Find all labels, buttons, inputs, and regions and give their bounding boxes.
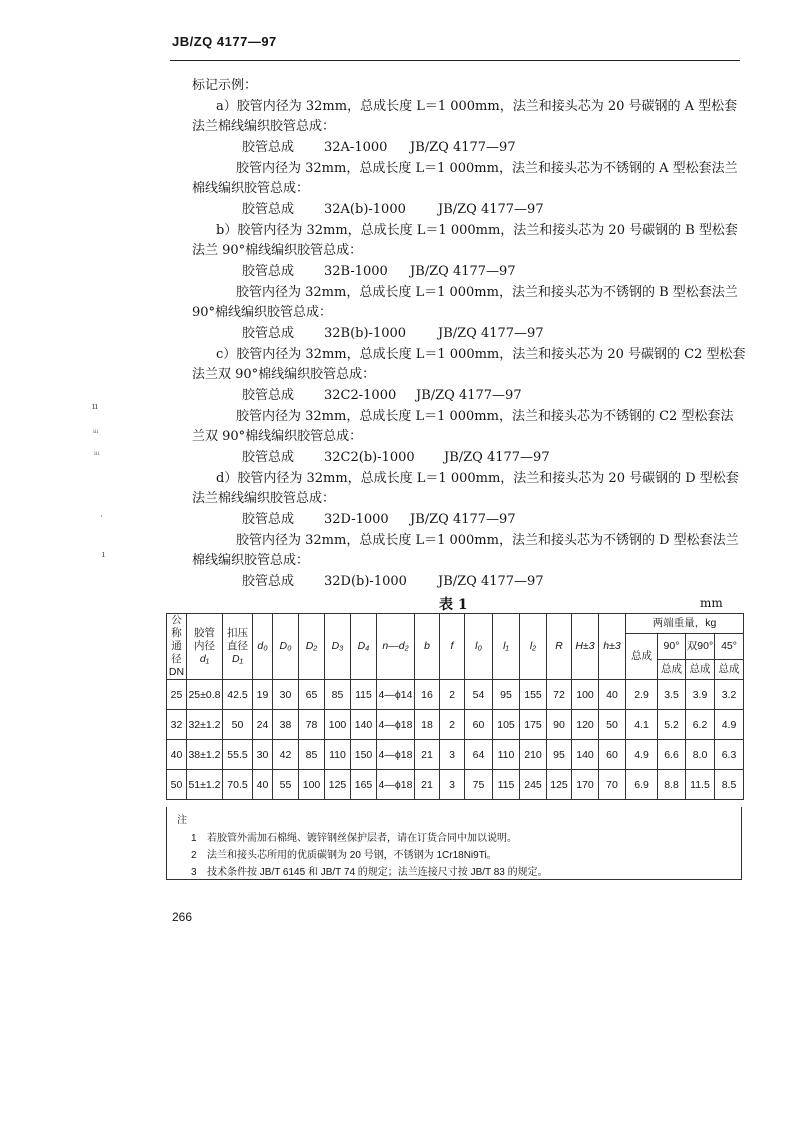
table-notes xyxy=(166,807,742,880)
text-line: 法兰 90°棉线编织胶管总成： xyxy=(192,243,363,258)
header-weight-90-sub: 总成 xyxy=(658,660,686,680)
table-cell: 3 xyxy=(440,770,465,800)
document-standard-header: JB/ZQ 4177—97 xyxy=(172,34,277,49)
table-cell: 3.2 xyxy=(715,680,744,710)
code-model: 32B-1000 xyxy=(324,264,388,279)
table-cell: 100 xyxy=(572,680,599,710)
table-cell: 125 xyxy=(547,770,572,800)
table-cell: 64 xyxy=(465,740,493,770)
code-standard: JB/ZQ 4177—97 xyxy=(410,264,516,279)
table-cell: 8.8 xyxy=(658,770,686,800)
code-label: 胶管总成 xyxy=(242,512,295,527)
table-cell: 54 xyxy=(465,680,493,710)
note-item: 2 法兰和接头芯所用的优质碳钢为 20 号钢，不锈钢为 1Cr18Ni9Ti。 xyxy=(191,850,497,861)
header-weight-double90: 双90° xyxy=(686,634,715,660)
table-cell: 6.3 xyxy=(715,740,744,770)
table-row xyxy=(167,710,744,740)
header-l2: l₂ xyxy=(520,614,547,680)
text-line: 法兰双 90°棉线编织胶管总成： xyxy=(192,367,376,382)
table-cell: 40 xyxy=(599,680,626,710)
code-label: 胶管总成 xyxy=(242,140,295,155)
text-line: b）胶管内径为 32mm，总成长度 L＝1 000mm，法兰和接头芯为 20 号碳钢的 B 型松套 xyxy=(216,223,738,238)
table-cell: 70 xyxy=(599,770,626,800)
header-D2: D₂ xyxy=(299,614,325,680)
table-cell: 4—ϕ18 xyxy=(377,770,415,800)
text-line: c）胶管内径为 32mm，总成长度 L＝1 000mm，法兰和接头芯为 20 号碳钢的 C2 型松套 xyxy=(216,347,746,362)
header-h: h±3 xyxy=(599,614,626,680)
margin-mark: ıı xyxy=(92,402,98,412)
header-weight-total: 总成 xyxy=(626,634,658,680)
table-cell: 175 xyxy=(520,710,547,740)
code-standard: JB/ZQ 4177—97 xyxy=(438,574,544,589)
table-cell: 8.5 xyxy=(715,770,744,800)
header-nd2: n—d₂ xyxy=(377,614,415,680)
table-cell: 120 xyxy=(572,710,599,740)
table-cell: 245 xyxy=(520,770,547,800)
code-label: 胶管总成 xyxy=(242,202,295,217)
table-cell: 55 xyxy=(273,770,299,800)
table-cell: 16 xyxy=(415,680,440,710)
page-number: 266 xyxy=(172,910,193,924)
code-standard: JB/ZQ 4177—97 xyxy=(410,140,516,155)
header-D1: 扣压 直径 D₁ xyxy=(223,614,253,680)
table-cell: 40 xyxy=(253,770,273,800)
text-line: 胶管内径为 32mm，总成长度 L＝1 000mm，法兰和接头芯为不锈钢的 A 型松套法兰 xyxy=(236,161,738,176)
table-cell: 140 xyxy=(351,710,377,740)
marking-code xyxy=(242,138,516,158)
table-cell: 4.9 xyxy=(715,710,744,740)
text-line: 棉线编织胶管总成： xyxy=(192,181,310,196)
code-model: 32D(b)-1000 xyxy=(324,574,407,589)
table-cell: 140 xyxy=(572,740,599,770)
table-cell: 78 xyxy=(299,710,325,740)
table-title: 表 1 xyxy=(439,597,468,613)
table-cell: 4.9 xyxy=(626,740,658,770)
code-label: 胶管总成 xyxy=(242,450,295,465)
header-weight-90: 90° xyxy=(658,634,686,660)
table-cell: 170 xyxy=(572,770,599,800)
table-cell: 50 xyxy=(167,770,187,800)
table-cell: 3.5 xyxy=(658,680,686,710)
table-cell: 8.0 xyxy=(686,740,715,770)
note-item: 3 技术条件按 JB/T 6145 和 JB/T 74 的规定；法兰连接尺寸按 JB/T 83 的规定。 xyxy=(191,867,548,878)
text-line: 胶管内径为 32mm，总成长度 L＝1 000mm，法兰和接头芯为不锈钢的 B 型松套法兰 xyxy=(236,285,738,300)
text-line: 法兰棉线编织胶管总成： xyxy=(192,491,336,506)
note-item: 1 若胶管外需加石棉绳、镀锌钢丝保护层者，请在订货合同中加以说明。 xyxy=(191,833,517,844)
header-l0: l₀ xyxy=(465,614,493,680)
marking-code xyxy=(242,262,516,282)
table-cell: 100 xyxy=(325,710,351,740)
code-standard: JB/ZQ 4177—97 xyxy=(438,326,544,341)
header-f: f xyxy=(440,614,465,680)
table-cell: 165 xyxy=(351,770,377,800)
header-weight-group: 两端重量，kg xyxy=(626,614,744,634)
table-row xyxy=(167,740,744,770)
code-label: 胶管总成 xyxy=(242,264,295,279)
table-cell: 150 xyxy=(351,740,377,770)
notes-title: 注 xyxy=(177,815,187,826)
table-cell: 30 xyxy=(253,740,273,770)
text-line: 胶管内径为 32mm，总成长度 L＝1 000mm，法兰和接头芯为不锈钢的 C2 型松套法 xyxy=(236,409,734,424)
table-cell: 105 xyxy=(493,710,520,740)
table-cell: 70.5 xyxy=(223,770,253,800)
text-line: 90°棉线编织胶管总成： xyxy=(192,305,333,320)
text-line: 棉线编织胶管总成： xyxy=(192,553,310,568)
table-cell: 2 xyxy=(440,680,465,710)
table-cell: 110 xyxy=(493,740,520,770)
code-model: 32C2-1000 xyxy=(324,388,397,403)
table-cell: 100 xyxy=(299,770,325,800)
table-cell: 18 xyxy=(415,710,440,740)
margin-mark: ᵢᵢᵢ xyxy=(94,448,100,458)
table-cell: 42.5 xyxy=(223,680,253,710)
table-cell: 4—ϕ14 xyxy=(377,680,415,710)
dimension-table xyxy=(166,613,744,800)
table-cell: 50 xyxy=(223,710,253,740)
table-cell: 5.2 xyxy=(658,710,686,740)
header-D4: D₄ xyxy=(351,614,377,680)
header-rule xyxy=(170,60,740,61)
table-cell: 25±0.8 xyxy=(187,680,223,710)
table-cell: 95 xyxy=(547,740,572,770)
table-cell: 90 xyxy=(547,710,572,740)
table-cell: 42 xyxy=(273,740,299,770)
table-cell: 60 xyxy=(599,740,626,770)
text-line: d）胶管内径为 32mm，总成长度 L＝1 000mm，法兰和接头芯为 20 号碳钢的 D 型松套 xyxy=(216,471,739,486)
text-line: 法兰棉线编织胶管总成： xyxy=(192,119,336,134)
table-cell: 115 xyxy=(493,770,520,800)
header-dn: 公称 通径 DN xyxy=(167,614,187,680)
table-row xyxy=(167,770,744,800)
table-cell: 65 xyxy=(299,680,325,710)
code-model: 32A(b)-1000 xyxy=(324,202,406,217)
table-cell: 25 xyxy=(167,680,187,710)
table-cell: 2.9 xyxy=(626,680,658,710)
example-heading: 标记示例： xyxy=(192,78,258,93)
marking-code xyxy=(242,200,544,220)
table-body xyxy=(167,680,744,800)
table-cell: 4—ϕ18 xyxy=(377,710,415,740)
table-cell: 115 xyxy=(351,680,377,710)
marking-code xyxy=(242,324,544,344)
table-cell: 85 xyxy=(299,740,325,770)
code-standard: JB/ZQ 4177—97 xyxy=(438,202,544,217)
table-cell: 72 xyxy=(547,680,572,710)
table-cell: 24 xyxy=(253,710,273,740)
table-cell: 6.2 xyxy=(686,710,715,740)
header-weight-45: 45° xyxy=(715,634,744,660)
table-cell: 3.9 xyxy=(686,680,715,710)
table-cell: 30 xyxy=(273,680,299,710)
table-cell: 40 xyxy=(167,740,187,770)
code-label: 胶管总成 xyxy=(242,574,295,589)
table-cell: 75 xyxy=(465,770,493,800)
table-cell: 6.6 xyxy=(658,740,686,770)
table-cell: 4.1 xyxy=(626,710,658,740)
header-l1: l₁ xyxy=(493,614,520,680)
code-model: 32A-1000 xyxy=(324,140,388,155)
header-R: R xyxy=(547,614,572,680)
code-model: 32D-1000 xyxy=(324,512,389,527)
margin-mark: ᵢᵢᵢ xyxy=(93,426,99,436)
marking-code xyxy=(242,572,544,592)
code-standard: JB/ZQ 4177—97 xyxy=(410,512,516,527)
table-unit: mm xyxy=(700,596,723,610)
header-D3: D₃ xyxy=(325,614,351,680)
header-H: H±3 xyxy=(572,614,599,680)
table-cell: 155 xyxy=(520,680,547,710)
table-cell: 32 xyxy=(167,710,187,740)
table-cell: 50 xyxy=(599,710,626,740)
table-cell: 11.5 xyxy=(686,770,715,800)
table-cell: 21 xyxy=(415,740,440,770)
table-cell: 38 xyxy=(273,710,299,740)
table-cell: 32±1.2 xyxy=(187,710,223,740)
table-cell: 21 xyxy=(415,770,440,800)
table-cell: 110 xyxy=(325,740,351,770)
code-model: 32B(b)-1000 xyxy=(324,326,407,341)
code-label: 胶管总成 xyxy=(242,388,295,403)
margin-mark: ı xyxy=(102,550,105,560)
code-standard: JB/ZQ 4177—97 xyxy=(416,388,522,403)
code-standard: JB/ZQ 4177—97 xyxy=(444,450,550,465)
margin-mark: · xyxy=(100,512,103,522)
table-cell: 55.5 xyxy=(223,740,253,770)
table-cell: 125 xyxy=(325,770,351,800)
table-cell: 85 xyxy=(325,680,351,710)
table-row xyxy=(167,680,744,710)
table-cell: 6.9 xyxy=(626,770,658,800)
table-cell: 38±1.2 xyxy=(187,740,223,770)
text-line: 兰双 90°棉线编织胶管总成： xyxy=(192,429,363,444)
header-b: b xyxy=(415,614,440,680)
header-D0: D₀ xyxy=(273,614,299,680)
table-cell: 19 xyxy=(253,680,273,710)
table-cell: 3 xyxy=(440,740,465,770)
marking-code xyxy=(242,510,516,530)
marking-code xyxy=(242,386,522,406)
header-d0: d₀ xyxy=(253,614,273,680)
code-model: 32C2(b)-1000 xyxy=(324,450,415,465)
header-weight-45-sub: 总成 xyxy=(715,660,744,680)
table-cell: 95 xyxy=(493,680,520,710)
header-weight-double90-sub: 总成 xyxy=(686,660,715,680)
table-cell: 2 xyxy=(440,710,465,740)
marking-code xyxy=(242,448,550,468)
text-line: 胶管内径为 32mm，总成长度 L＝1 000mm，法兰和接头芯为不锈钢的 D 型松套法兰 xyxy=(236,533,739,548)
header-d1: 胶管 内径 d₁ xyxy=(187,614,223,680)
table-cell: 4—ϕ18 xyxy=(377,740,415,770)
code-label: 胶管总成 xyxy=(242,326,295,341)
table-cell: 210 xyxy=(520,740,547,770)
text-line: a）胶管内径为 32mm，总成长度 L＝1 000mm，法兰和接头芯为 20 号碳钢的 A 型松套 xyxy=(216,99,738,114)
table-cell: 51±1.2 xyxy=(187,770,223,800)
table-cell: 60 xyxy=(465,710,493,740)
